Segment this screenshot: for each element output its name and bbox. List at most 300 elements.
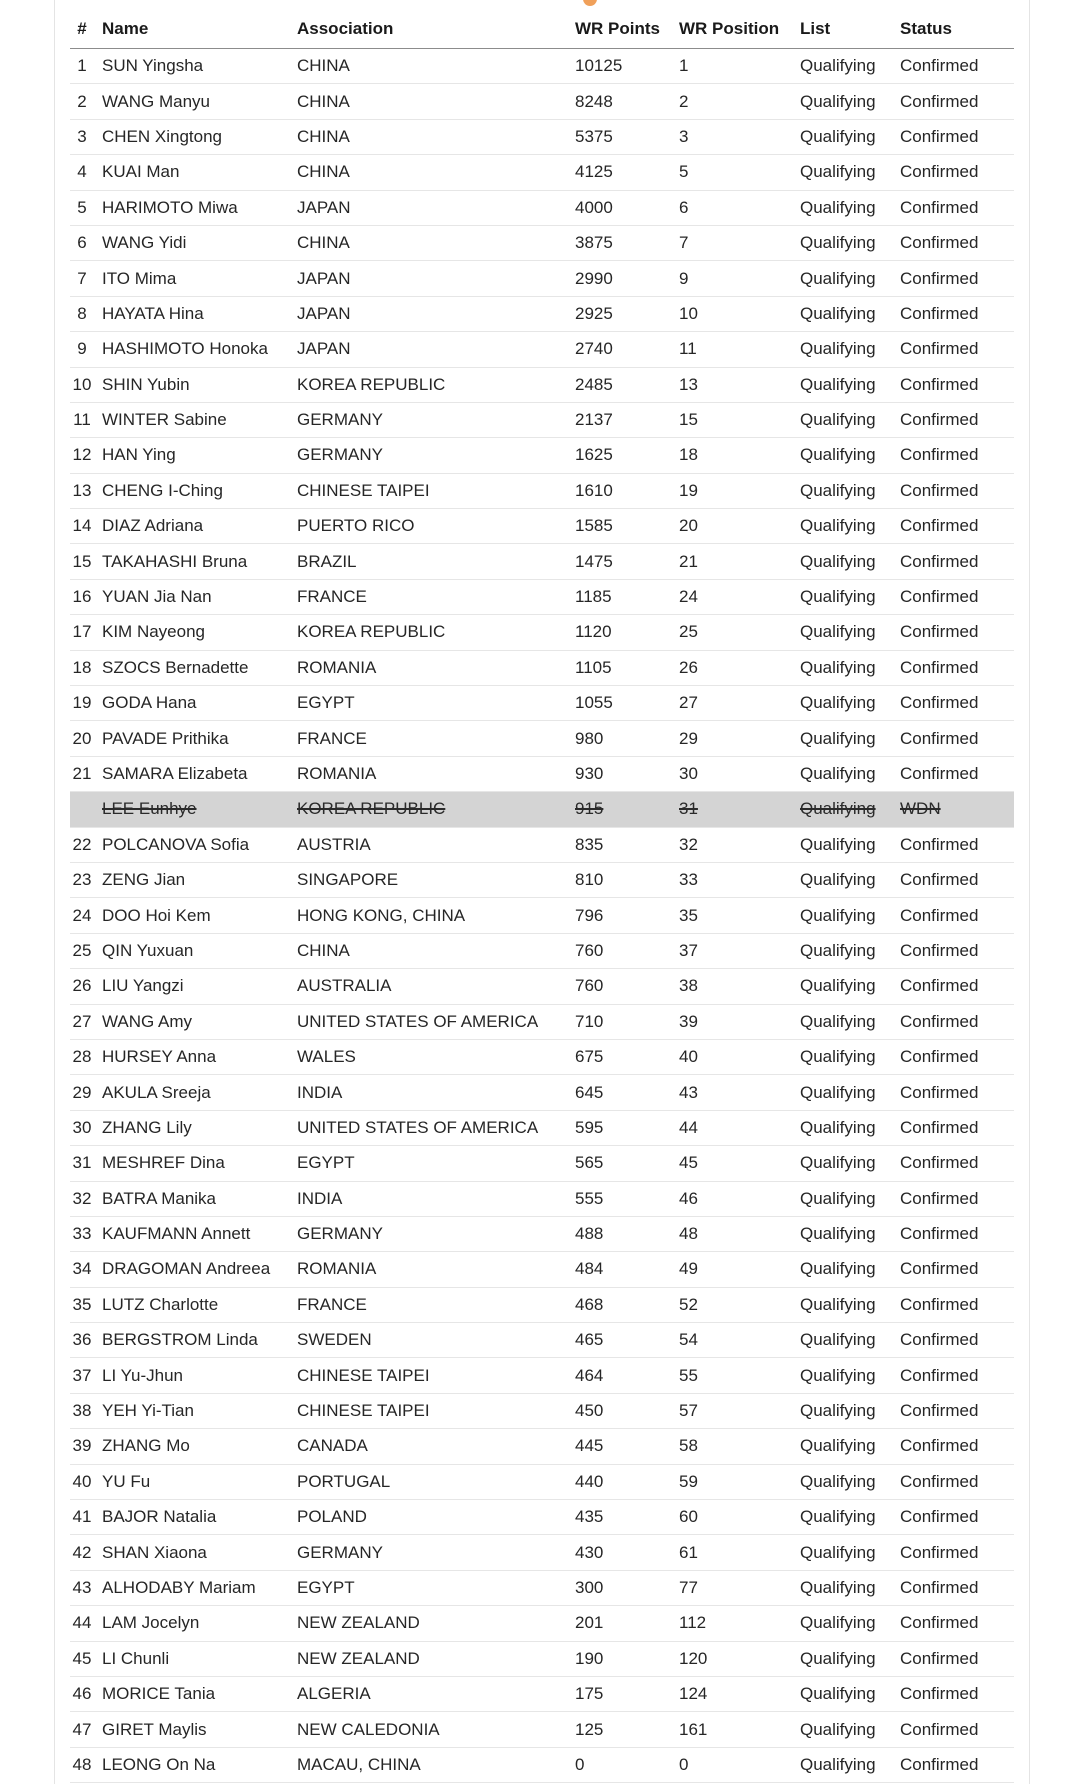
cell-association: EGYPT [297, 1146, 575, 1181]
cell-wr-points: 8248 [575, 84, 679, 119]
table-row [70, 1216, 1014, 1251]
cell-rank: 18 [70, 650, 94, 685]
cell-rank: 26 [70, 969, 94, 1004]
cell-wr-position: 0 [679, 1747, 800, 1782]
cell-rank: 16 [70, 579, 94, 614]
cell-wr-position: 11 [679, 332, 800, 367]
table-row [70, 827, 1014, 862]
cell-name: ALHODABY Mariam [94, 1570, 297, 1605]
cell-association: GERMANY [297, 402, 575, 437]
cell-wr-position: 112 [679, 1606, 800, 1641]
cell-list: Qualifying [800, 1676, 900, 1711]
cell-list: Qualifying [800, 1039, 900, 1074]
cell-name: WINTER Sabine [94, 402, 297, 437]
cell-status: Confirmed [900, 402, 1014, 437]
cell-name: CHEN Xingtong [94, 119, 297, 154]
cell-association: CHINA [297, 225, 575, 260]
cell-wr-position: 38 [679, 969, 800, 1004]
cell-name: LAM Jocelyn [94, 1606, 297, 1641]
cell-association: FRANCE [297, 1287, 575, 1322]
cell-wr-points: 675 [575, 1039, 679, 1074]
cell-name: YU Fu [94, 1464, 297, 1499]
cell-name: LI Yu-Jhun [94, 1358, 297, 1393]
cell-association: WALES [297, 1039, 575, 1074]
cell-wr-points: 595 [575, 1110, 679, 1145]
table-row [70, 296, 1014, 331]
cell-name: GIRET Maylis [94, 1712, 297, 1747]
table-row [70, 615, 1014, 650]
header-rank[interactable]: # [70, 10, 94, 49]
table-row [70, 1429, 1014, 1464]
cell-wr-points: 1625 [575, 438, 679, 473]
cell-wr-position: 18 [679, 438, 800, 473]
cell-wr-position: 3 [679, 119, 800, 154]
cell-wr-points: 710 [575, 1004, 679, 1039]
cell-list: Qualifying [800, 1393, 900, 1428]
cell-wr-points: 915 [575, 792, 679, 827]
table-row [70, 1570, 1014, 1605]
cell-rank: 23 [70, 862, 94, 897]
table-row [70, 898, 1014, 933]
cell-status: Confirmed [900, 579, 1014, 614]
cell-association: NEW ZEALAND [297, 1641, 575, 1676]
cell-wr-position: 54 [679, 1323, 800, 1358]
cell-status: Confirmed [900, 225, 1014, 260]
cell-wr-points: 796 [575, 898, 679, 933]
cell-status: Confirmed [900, 1146, 1014, 1181]
cell-name: LEONG On Na [94, 1747, 297, 1782]
cell-status: Confirmed [900, 933, 1014, 968]
table-row [70, 756, 1014, 791]
cell-wr-position: 49 [679, 1252, 800, 1287]
cell-status: Confirmed [900, 544, 1014, 579]
cell-rank: 9 [70, 332, 94, 367]
header-row [70, 10, 1014, 49]
cell-status: Confirmed [900, 1464, 1014, 1499]
cell-rank: 31 [70, 1146, 94, 1181]
cell-rank: 3 [70, 119, 94, 154]
cell-wr-points: 440 [575, 1464, 679, 1499]
cell-status: Confirmed [900, 827, 1014, 862]
cell-list: Qualifying [800, 1429, 900, 1464]
cell-association: CHINA [297, 933, 575, 968]
cell-rank: 11 [70, 402, 94, 437]
cell-name: AKULA Sreeja [94, 1075, 297, 1110]
cell-rank: 4 [70, 155, 94, 190]
cell-association: JAPAN [297, 190, 575, 225]
cell-association: KOREA REPUBLIC [297, 792, 575, 827]
cell-rank: 19 [70, 686, 94, 721]
cell-status: Confirmed [900, 473, 1014, 508]
table-row [70, 1535, 1014, 1570]
cell-wr-position: 24 [679, 579, 800, 614]
table-row [70, 1676, 1014, 1711]
cell-list: Qualifying [800, 933, 900, 968]
cell-wr-points: 1105 [575, 650, 679, 685]
cell-wr-position: 161 [679, 1712, 800, 1747]
cell-wr-position: 26 [679, 650, 800, 685]
cell-rank: 24 [70, 898, 94, 933]
table-row [70, 1075, 1014, 1110]
cell-wr-points: 488 [575, 1216, 679, 1251]
cell-name: WANG Manyu [94, 84, 297, 119]
table-row [70, 933, 1014, 968]
cell-wr-points: 10125 [575, 49, 679, 84]
cell-status: Confirmed [900, 119, 1014, 154]
cell-name: SHAN Xiaona [94, 1535, 297, 1570]
cell-wr-points: 1475 [575, 544, 679, 579]
cell-wr-position: 58 [679, 1429, 800, 1464]
cell-status: Confirmed [900, 1110, 1014, 1145]
cell-wr-points: 2925 [575, 296, 679, 331]
cell-association: JAPAN [297, 296, 575, 331]
cell-status: Confirmed [900, 49, 1014, 84]
cell-status: Confirmed [900, 1429, 1014, 1464]
cell-wr-position: 45 [679, 1146, 800, 1181]
cell-wr-points: 435 [575, 1500, 679, 1535]
header-association[interactable]: Association [297, 10, 575, 49]
cell-rank: 7 [70, 261, 94, 296]
cell-wr-points: 2740 [575, 332, 679, 367]
cell-list: Qualifying [800, 686, 900, 721]
cell-list: Qualifying [800, 1110, 900, 1145]
cell-wr-points: 1120 [575, 615, 679, 650]
cell-wr-position: 40 [679, 1039, 800, 1074]
cell-rank: 12 [70, 438, 94, 473]
cell-status: Confirmed [900, 1393, 1014, 1428]
table-row [70, 332, 1014, 367]
table-row [70, 1464, 1014, 1499]
cell-status: Confirmed [900, 1216, 1014, 1251]
cell-list: Qualifying [800, 1712, 900, 1747]
cell-status: Confirmed [900, 509, 1014, 544]
cell-list: Qualifying [800, 155, 900, 190]
cell-status: Confirmed [900, 615, 1014, 650]
cell-association: ALGERIA [297, 1676, 575, 1711]
cell-rank: 13 [70, 473, 94, 508]
cell-wr-position: 10 [679, 296, 800, 331]
cell-association: CHINESE TAIPEI [297, 1358, 575, 1393]
cell-list: Qualifying [800, 1606, 900, 1641]
cell-rank: 43 [70, 1570, 94, 1605]
cell-status: Confirmed [900, 296, 1014, 331]
cell-association: PORTUGAL [297, 1464, 575, 1499]
cell-association: FRANCE [297, 721, 575, 756]
cell-rank: 14 [70, 509, 94, 544]
table-row-withdrawn [70, 792, 1014, 827]
table-row [70, 225, 1014, 260]
cell-wr-position: 33 [679, 862, 800, 897]
cell-association: SINGAPORE [297, 862, 575, 897]
cell-wr-position: 124 [679, 1676, 800, 1711]
cell-wr-points: 1185 [575, 579, 679, 614]
cell-association: FRANCE [297, 579, 575, 614]
cell-association: NEW ZEALAND [297, 1606, 575, 1641]
cell-wr-points: 760 [575, 969, 679, 1004]
cell-name: HURSEY Anna [94, 1039, 297, 1074]
cell-wr-position: 2 [679, 84, 800, 119]
table-row [70, 119, 1014, 154]
cell-rank: 47 [70, 1712, 94, 1747]
cell-list: Qualifying [800, 1252, 900, 1287]
cell-wr-points: 2485 [575, 367, 679, 402]
cell-name: YUAN Jia Nan [94, 579, 297, 614]
cell-list: Qualifying [800, 438, 900, 473]
table-row [70, 367, 1014, 402]
cell-association: GERMANY [297, 438, 575, 473]
cell-status: Confirmed [900, 367, 1014, 402]
cell-wr-position: 39 [679, 1004, 800, 1039]
cell-wr-position: 77 [679, 1570, 800, 1605]
cell-wr-position: 31 [679, 792, 800, 827]
cell-list: Qualifying [800, 1075, 900, 1110]
cell-wr-points: 300 [575, 1570, 679, 1605]
cell-wr-points: 4000 [575, 190, 679, 225]
cell-rank: 38 [70, 1393, 94, 1428]
cell-association: JAPAN [297, 332, 575, 367]
cell-name: BATRA Manika [94, 1181, 297, 1216]
cell-list: Qualifying [800, 473, 900, 508]
cell-list: Qualifying [800, 1287, 900, 1322]
cell-list: Qualifying [800, 898, 900, 933]
cell-wr-points: 464 [575, 1358, 679, 1393]
header-status[interactable]: Status [900, 10, 1014, 49]
table-row [70, 862, 1014, 897]
cell-name: KIM Nayeong [94, 615, 297, 650]
cell-status: Confirmed [900, 1641, 1014, 1676]
cell-status: Confirmed [900, 332, 1014, 367]
cell-wr-position: 44 [679, 1110, 800, 1145]
cell-list: Qualifying [800, 1181, 900, 1216]
header-name[interactable]: Name [94, 10, 297, 49]
cell-list: Qualifying [800, 332, 900, 367]
cell-wr-points: 125 [575, 1712, 679, 1747]
cell-wr-position: 48 [679, 1216, 800, 1251]
cell-name: QIN Yuxuan [94, 933, 297, 968]
table-row [70, 1110, 1014, 1145]
cell-name: KAUFMANN Annett [94, 1216, 297, 1251]
cell-wr-points: 1610 [575, 473, 679, 508]
cell-association: CHINESE TAIPEI [297, 473, 575, 508]
cell-list: Qualifying [800, 1323, 900, 1358]
cell-wr-points: 5375 [575, 119, 679, 154]
table-row [70, 1606, 1014, 1641]
cell-wr-points: 930 [575, 756, 679, 791]
table-row [70, 155, 1014, 190]
cell-list: Qualifying [800, 544, 900, 579]
cell-status: Confirmed [900, 1500, 1014, 1535]
table-row [70, 1393, 1014, 1428]
cell-rank: 42 [70, 1535, 94, 1570]
cell-rank: 45 [70, 1641, 94, 1676]
cell-association: UNITED STATES OF AMERICA [297, 1110, 575, 1145]
cell-status: Confirmed [900, 686, 1014, 721]
cell-rank: 48 [70, 1747, 94, 1782]
table-row [70, 261, 1014, 296]
table-body [70, 49, 1014, 1783]
table-row [70, 1323, 1014, 1358]
cell-name: SAMARA Elizabeta [94, 756, 297, 791]
cell-list: Qualifying [800, 1146, 900, 1181]
header-wr-position[interactable]: WR Position [679, 10, 800, 49]
cell-name: YEH Yi-Tian [94, 1393, 297, 1428]
cell-status: Confirmed [900, 1039, 1014, 1074]
cell-association: ROMANIA [297, 1252, 575, 1287]
table-row [70, 721, 1014, 756]
cell-status: Confirmed [900, 898, 1014, 933]
cell-name: LUTZ Charlotte [94, 1287, 297, 1322]
cell-rank: 21 [70, 756, 94, 791]
cell-rank: 27 [70, 1004, 94, 1039]
cell-wr-position: 55 [679, 1358, 800, 1393]
cell-status: Confirmed [900, 1181, 1014, 1216]
cell-name: BERGSTROM Linda [94, 1323, 297, 1358]
cell-status: WDN [900, 792, 1014, 827]
cell-wr-points: 565 [575, 1146, 679, 1181]
cell-rank: 34 [70, 1252, 94, 1287]
cell-status: Confirmed [900, 756, 1014, 791]
cell-rank: 17 [70, 615, 94, 650]
cell-wr-points: 3875 [575, 225, 679, 260]
cell-wr-position: 57 [679, 1393, 800, 1428]
cell-rank: 46 [70, 1676, 94, 1711]
cell-wr-position: 35 [679, 898, 800, 933]
cell-association: CHINA [297, 49, 575, 84]
cell-status: Confirmed [900, 155, 1014, 190]
table-row [70, 1181, 1014, 1216]
cell-association: SWEDEN [297, 1323, 575, 1358]
cell-rank: 35 [70, 1287, 94, 1322]
cell-name: WANG Yidi [94, 225, 297, 260]
cell-status: Confirmed [900, 1535, 1014, 1570]
cell-wr-position: 46 [679, 1181, 800, 1216]
cell-name: ITO Mima [94, 261, 297, 296]
cell-status: Confirmed [900, 1252, 1014, 1287]
cell-status: Confirmed [900, 1004, 1014, 1039]
cell-rank: 41 [70, 1500, 94, 1535]
cell-wr-points: 484 [575, 1252, 679, 1287]
cell-name: LIU Yangzi [94, 969, 297, 1004]
header-list[interactable]: List [800, 10, 900, 49]
header-wr-points[interactable]: WR Points [575, 10, 679, 49]
cell-wr-position: 30 [679, 756, 800, 791]
cell-wr-points: 835 [575, 827, 679, 862]
cell-list: Qualifying [800, 1500, 900, 1535]
cell-name: DOO Hoi Kem [94, 898, 297, 933]
cell-list: Qualifying [800, 225, 900, 260]
cell-list: Qualifying [800, 615, 900, 650]
cell-status: Confirmed [900, 1358, 1014, 1393]
cell-status: Confirmed [900, 1287, 1014, 1322]
cell-rank: 37 [70, 1358, 94, 1393]
cell-status: Confirmed [900, 1570, 1014, 1605]
cell-status: Confirmed [900, 721, 1014, 756]
cell-list: Qualifying [800, 1747, 900, 1782]
cell-name: LEE Eunhye [94, 792, 297, 827]
cell-status: Confirmed [900, 1712, 1014, 1747]
cell-association: CHINA [297, 119, 575, 154]
cell-rank: 8 [70, 296, 94, 331]
table-row [70, 1004, 1014, 1039]
cell-rank: 15 [70, 544, 94, 579]
cell-association: CHINESE TAIPEI [297, 1393, 575, 1428]
cell-name: SHIN Yubin [94, 367, 297, 402]
table-row [70, 190, 1014, 225]
cell-wr-position: 43 [679, 1075, 800, 1110]
cell-wr-points: 201 [575, 1606, 679, 1641]
cell-wr-points: 4125 [575, 155, 679, 190]
cell-status: Confirmed [900, 862, 1014, 897]
table-header [70, 10, 1014, 49]
cell-list: Qualifying [800, 969, 900, 1004]
cell-name: HARIMOTO Miwa [94, 190, 297, 225]
cell-name: HASHIMOTO Honoka [94, 332, 297, 367]
cell-name: CHENG I-Ching [94, 473, 297, 508]
cell-list: Qualifying [800, 296, 900, 331]
cell-list: Qualifying [800, 1464, 900, 1499]
cell-status: Confirmed [900, 650, 1014, 685]
cell-association: GERMANY [297, 1535, 575, 1570]
cell-rank: 22 [70, 827, 94, 862]
table-row [70, 579, 1014, 614]
cell-wr-points: 0 [575, 1747, 679, 1782]
cell-association: HONG KONG, CHINA [297, 898, 575, 933]
cell-wr-position: 52 [679, 1287, 800, 1322]
cell-status: Confirmed [900, 1606, 1014, 1641]
cell-wr-points: 430 [575, 1535, 679, 1570]
cell-rank: 5 [70, 190, 94, 225]
cell-status: Confirmed [900, 1676, 1014, 1711]
cell-association: CHINA [297, 84, 575, 119]
cell-name: MORICE Tania [94, 1676, 297, 1711]
cell-wr-points: 2137 [575, 402, 679, 437]
cell-list: Qualifying [800, 1216, 900, 1251]
cell-name: MESHREF Dina [94, 1146, 297, 1181]
cell-name: ZHANG Mo [94, 1429, 297, 1464]
cell-wr-points: 555 [575, 1181, 679, 1216]
table-row [70, 650, 1014, 685]
cell-association: CHINA [297, 155, 575, 190]
cell-list: Qualifying [800, 756, 900, 791]
cell-wr-points: 450 [575, 1393, 679, 1428]
cell-rank: 29 [70, 1075, 94, 1110]
cell-association: CANADA [297, 1429, 575, 1464]
cell-name: HAYATA Hina [94, 296, 297, 331]
cell-association: INDIA [297, 1075, 575, 1110]
cell-wr-position: 15 [679, 402, 800, 437]
cell-association: POLAND [297, 1500, 575, 1535]
cell-wr-position: 20 [679, 509, 800, 544]
cell-wr-points: 190 [575, 1641, 679, 1676]
table-row [70, 1747, 1014, 1782]
table-row [70, 473, 1014, 508]
cell-status: Confirmed [900, 1075, 1014, 1110]
cell-wr-position: 61 [679, 1535, 800, 1570]
cell-association: AUSTRALIA [297, 969, 575, 1004]
cell-wr-position: 7 [679, 225, 800, 260]
cell-association: AUSTRIA [297, 827, 575, 862]
cell-name: KUAI Man [94, 155, 297, 190]
cell-association: PUERTO RICO [297, 509, 575, 544]
cell-wr-position: 21 [679, 544, 800, 579]
entry-list-table [70, 10, 1014, 1783]
cell-rank: 1 [70, 49, 94, 84]
cell-list: Qualifying [800, 402, 900, 437]
table-row [70, 686, 1014, 721]
cell-status: Confirmed [900, 1747, 1014, 1782]
cell-rank: 40 [70, 1464, 94, 1499]
cell-status: Confirmed [900, 261, 1014, 296]
